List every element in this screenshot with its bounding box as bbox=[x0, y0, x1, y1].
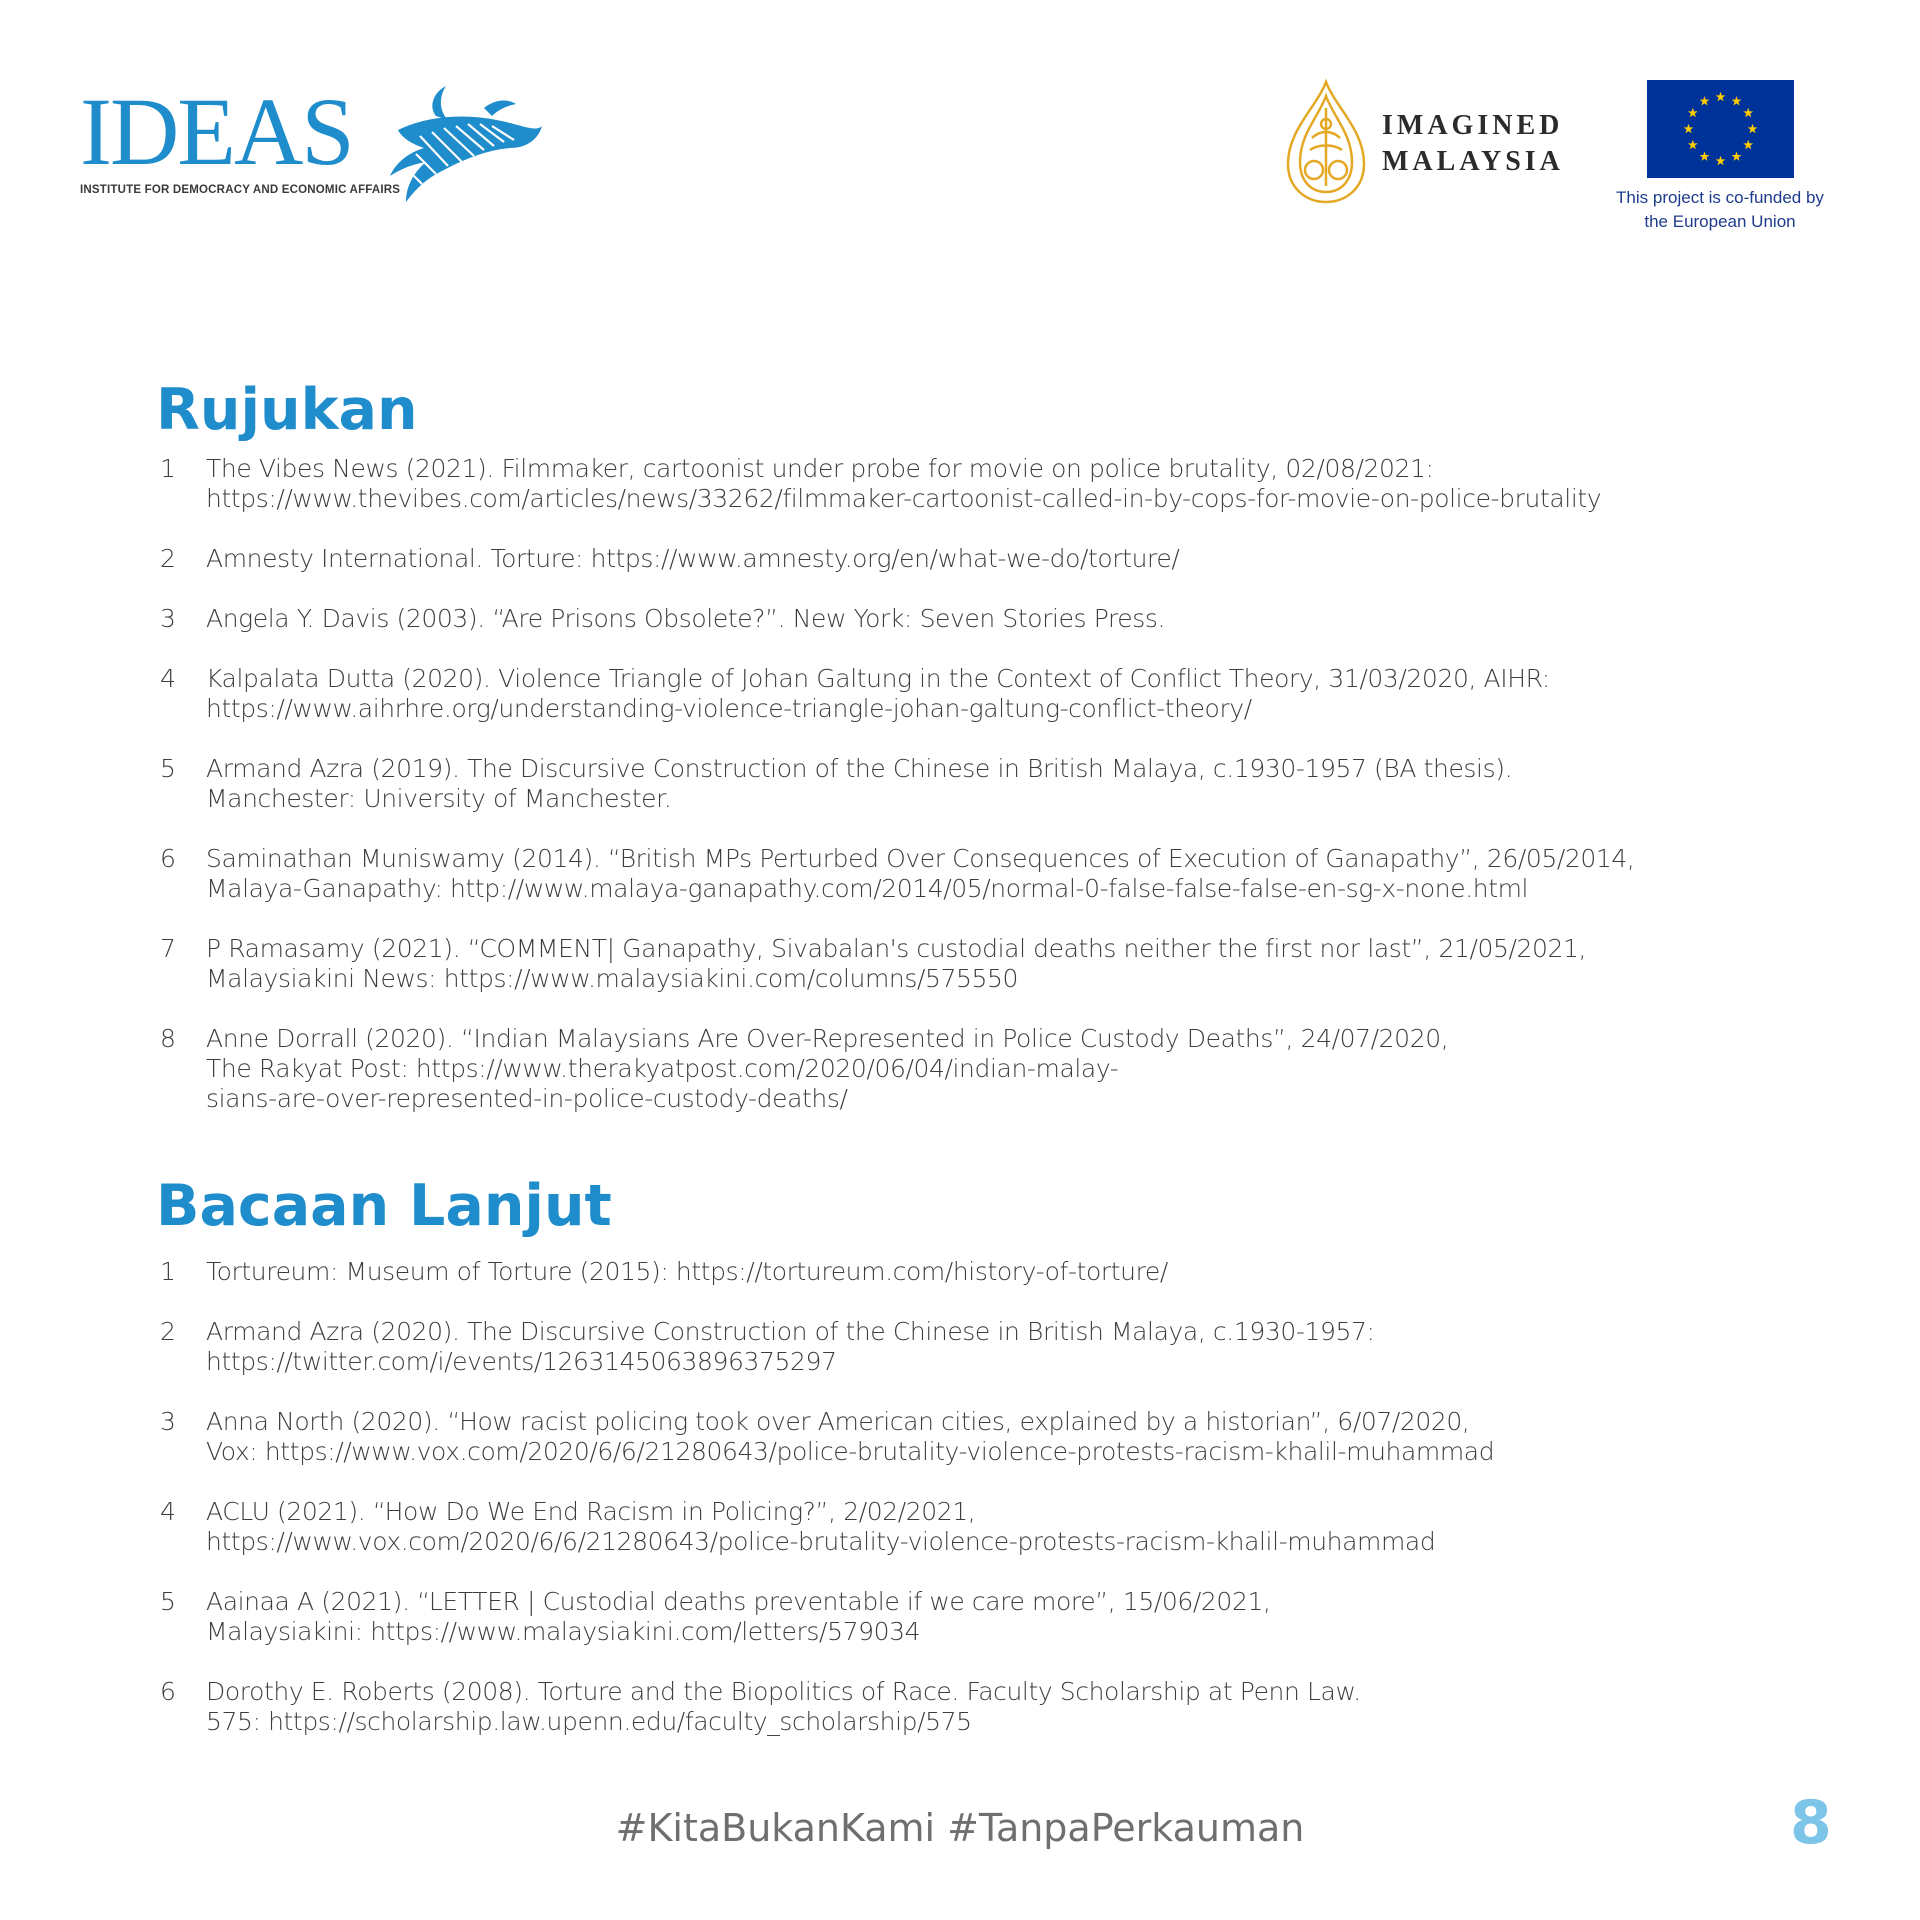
reference-item bbox=[156, 1024, 1634, 1114]
reference-item bbox=[156, 934, 1634, 994]
reference-text-line: 575: https://scholarship.law.upenn.edu/faculty_scholarship/575 bbox=[206, 1707, 972, 1736]
reference-text-line: P Ramasamy (2021). “COMMENT| Ganapathy, Sivabalan's custodial deaths neither the first nor last”, 21/05/2021, bbox=[206, 934, 1587, 963]
reference-item bbox=[156, 754, 1634, 814]
reference-number: 1 bbox=[160, 454, 176, 483]
eu-flag-icon bbox=[1647, 80, 1794, 178]
reference-text-line: Malaysiakini News: https://www.malaysiakini.com/columns/575550 bbox=[206, 964, 1019, 993]
reference-number: 7 bbox=[160, 934, 176, 963]
reference-number: 6 bbox=[160, 1677, 176, 1706]
reference-text-line: https://twitter.com/i/events/1263145063896375297 bbox=[206, 1347, 837, 1376]
reference-text-line: Armand Azra (2020). The Discursive Construction of the Chinese in British Malaya, c.1930-1957: bbox=[206, 1317, 1375, 1346]
reference-text-line: https://www.thevibes.com/articles/news/33262/filmmaker-cartoonist-called-in-by-cops-for-movie-on-police-brutality bbox=[206, 484, 1602, 513]
imagined-malaysia-logo bbox=[1282, 78, 1582, 208]
bacaan-lanjut-list bbox=[156, 1257, 1494, 1767]
reference-number: 8 bbox=[160, 1024, 176, 1053]
reference-text-line: The Rakyat Post: https://www.therakyatpost.com/2020/06/04/indian-malay- bbox=[206, 1054, 1119, 1083]
reference-number: 5 bbox=[160, 754, 176, 783]
reference-text-line: Dorothy E. Roberts (2008). Torture and the Biopolitics of Race. Faculty Scholarship at Penn Law. bbox=[206, 1677, 1361, 1706]
wayang-emblem-icon bbox=[1282, 78, 1370, 206]
eu-caption-line1: This project is co-funded by bbox=[1616, 188, 1824, 207]
reference-item bbox=[156, 1677, 1494, 1737]
reference-text-line: Malaya-Ganapathy: http://www.malaya-ganapathy.com/2014/05/normal-0-false-false-false-en-sg-x-none.html bbox=[206, 874, 1529, 903]
bird-icon bbox=[376, 76, 546, 206]
footer-hashtags: #KitaBukanKami #TanpaPerkauman bbox=[615, 1806, 1305, 1850]
reference-number: 5 bbox=[160, 1587, 176, 1616]
reference-text-line: sians-are-over-represented-in-police-custody-deaths/ bbox=[206, 1084, 848, 1113]
rujukan-heading: Rujukan bbox=[156, 377, 418, 443]
reference-number: 2 bbox=[160, 1317, 176, 1346]
reference-item bbox=[156, 454, 1634, 514]
reference-text-line: Malaysiakini: https://www.malaysiakini.com/letters/579034 bbox=[206, 1617, 921, 1646]
reference-number: 3 bbox=[160, 604, 176, 633]
reference-number: 4 bbox=[160, 1497, 176, 1526]
reference-text-line: Anna North (2020). “How racist policing took over American cities, explained by a historian”, 6/07/2020, bbox=[206, 1407, 1470, 1436]
reference-number: 3 bbox=[160, 1407, 176, 1436]
imagined-malaysia-wordmark bbox=[1382, 108, 1564, 180]
reference-item bbox=[156, 1317, 1494, 1377]
reference-item bbox=[156, 1497, 1494, 1557]
rujukan-list bbox=[156, 454, 1634, 1144]
ideas-wordmark: IDEAS bbox=[80, 78, 353, 185]
eu-caption bbox=[1600, 186, 1840, 234]
reference-item bbox=[156, 544, 1634, 574]
reference-number: 1 bbox=[160, 1257, 176, 1286]
page-number: 8 bbox=[1790, 1788, 1832, 1858]
reference-text-line: Saminathan Muniswamy (2014). “British MPs Perturbed Over Consequences of Execution of Ganapathy”, 26/05/2014, bbox=[206, 844, 1635, 873]
reference-text-line: Vox: https://www.vox.com/2020/6/6/21280643/police-brutality-violence-protests-racism-khalil-muhammad bbox=[206, 1437, 1495, 1466]
reference-text-line: Anne Dorrall (2020). “Indian Malaysians Are Over-Represented in Police Custody Deaths”, 24/07/2020, bbox=[206, 1024, 1449, 1053]
reference-item bbox=[156, 1587, 1494, 1647]
reference-text-line: Armand Azra (2019). The Discursive Construction of the Chinese in British Malaya, c.1930-1957 (BA thesis). bbox=[206, 754, 1513, 783]
reference-item bbox=[156, 604, 1634, 634]
reference-number: 2 bbox=[160, 544, 176, 573]
reference-text-line: Aainaa A (2021). “LETTER | Custodial deaths preventable if we care more”, 15/06/2021, bbox=[206, 1587, 1271, 1616]
reference-item bbox=[156, 664, 1634, 724]
eu-caption-line2: the European Union bbox=[1644, 212, 1796, 231]
reference-item bbox=[156, 844, 1634, 904]
reference-text-line: The Vibes News (2021). Filmmaker, cartoonist under probe for movie on police brutality, 02/08/2021: bbox=[206, 454, 1434, 483]
reference-text-line: Kalpalata Dutta (2020). Violence Triangle of Johan Galtung in the Context of Conflict Theory, 31/03/2020, AIHR: bbox=[206, 664, 1550, 693]
reference-item bbox=[156, 1257, 1494, 1287]
reference-item bbox=[156, 1407, 1494, 1467]
reference-text-line: https://www.vox.com/2020/6/6/21280643/police-brutality-violence-protests-racism-khalil-muhammad bbox=[206, 1527, 1436, 1556]
ideas-subtitle: INSTITUTE FOR DEMOCRACY AND ECONOMIC AFFAIRS bbox=[80, 184, 401, 196]
bacaan-lanjut-heading: Bacaan Lanjut bbox=[156, 1173, 612, 1239]
reference-number: 4 bbox=[160, 664, 176, 693]
reference-number: 6 bbox=[160, 844, 176, 873]
reference-text-line: Manchester: University of Manchester. bbox=[206, 784, 672, 813]
reference-text-line: ACLU (2021). “How Do We End Racism in Policing?”, 2/02/2021, bbox=[206, 1497, 976, 1526]
reference-text-line: Tortureum: Museum of Torture (2015): https://tortureum.com/history-of-torture/ bbox=[206, 1257, 1168, 1286]
reference-text-line: Amnesty International. Torture: https://www.amnesty.org/en/what-we-do/torture/ bbox=[206, 544, 1180, 573]
imagined-malaysia-line1: IMAGINED bbox=[1382, 110, 1564, 141]
imagined-malaysia-line2: MALAYSIA bbox=[1382, 146, 1564, 177]
reference-text-line: https://www.aihrhre.org/understanding-violence-triangle-johan-galtung-conflict-theory/ bbox=[206, 694, 1252, 723]
ideas-logo bbox=[80, 78, 500, 204]
reference-text-line: Angela Y. Davis (2003). “Are Prisons Obsolete?”. New York: Seven Stories Press. bbox=[206, 604, 1166, 633]
